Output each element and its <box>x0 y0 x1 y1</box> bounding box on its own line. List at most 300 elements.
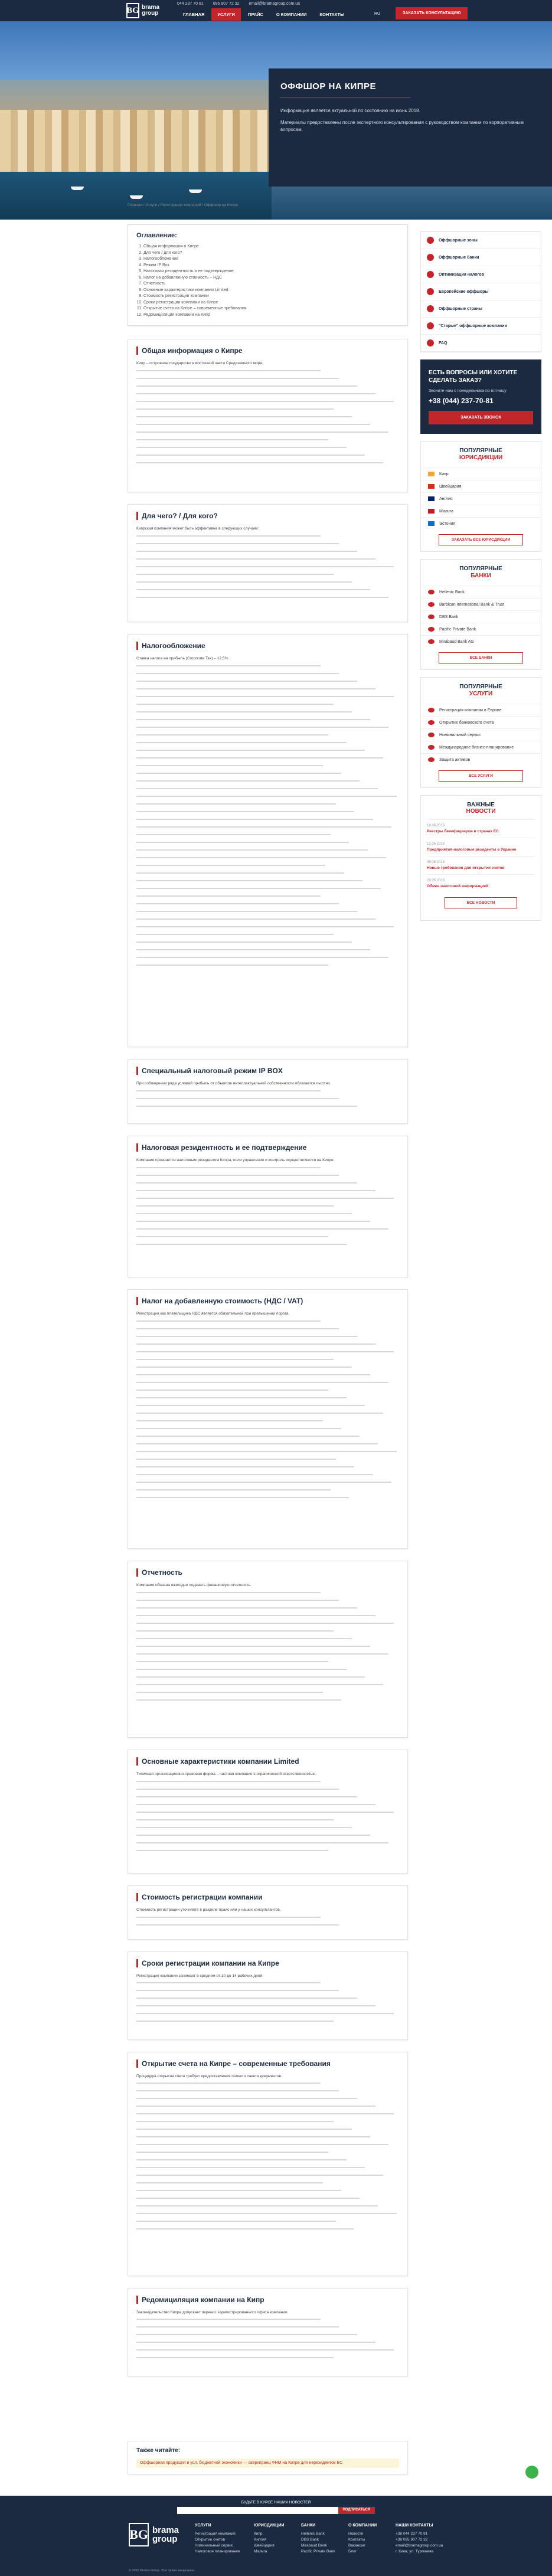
text-placeholder-lines <box>136 1228 388 1233</box>
banks-title-1: ПОПУЛЯРНЫЕ <box>459 565 502 572</box>
text-placeholder-lines <box>136 819 373 823</box>
bullet-icon <box>427 322 434 329</box>
all-jurisdictions-button[interactable]: ЗАКАЗАТЬ ВСЕ ЮРИСДИКЦИИ <box>439 534 523 545</box>
footer-link[interactable]: Англия <box>254 2538 267 2542</box>
newsletter-email-input[interactable] <box>177 2507 338 2514</box>
text-placeholder-lines <box>136 903 339 907</box>
text-placeholder-lines <box>136 773 341 777</box>
text-placeholder-lines <box>136 742 347 746</box>
language-switch[interactable]: RU <box>374 12 381 16</box>
text-placeholder-lines <box>136 1390 328 1394</box>
sidebar-list-label: Номинальный сервис <box>439 733 481 737</box>
call-box <box>420 359 541 434</box>
text-placeholder-lines <box>136 1482 391 1486</box>
sidebar-list-label: Регистрация компании в Европе <box>439 708 502 712</box>
bullet-icon <box>428 590 435 594</box>
popular-jurisdictions <box>420 441 541 552</box>
bullet-icon <box>427 339 434 346</box>
footer-column-title: БАНКИ <box>301 2523 316 2528</box>
text-placeholder-lines <box>136 1428 341 1432</box>
title-underline <box>280 97 410 98</box>
toc-item[interactable]: 6. Налог на добавленную стоимость – НДС <box>143 275 399 282</box>
text-placeholder-lines <box>136 872 344 877</box>
text-placeholder-lines <box>136 1623 394 1627</box>
sidebar-list-item[interactable] <box>421 468 541 480</box>
section-title: Открытие счета на Кипре – современные требования <box>136 2060 399 2068</box>
text-placeholder-lines <box>136 551 357 555</box>
text-placeholder-lines <box>136 780 360 784</box>
text-placeholder-lines <box>136 1781 321 1785</box>
footer-link[interactable]: Швейцария <box>254 2544 275 2548</box>
text-placeholder-lines <box>136 589 370 593</box>
text-placeholder-lines <box>136 370 321 374</box>
text-placeholder-lines <box>136 2159 347 2163</box>
article-section <box>128 2052 408 2276</box>
text-placeholder-lines <box>136 1653 388 1658</box>
sidebar-list-item[interactable] <box>421 623 541 635</box>
sidebar-link[interactable] <box>421 266 541 283</box>
text-placeholder-lines <box>136 1098 339 1102</box>
call-title: ЕСТЬ ВОПРОСЫ ИЛИ ХОТИТЕ СДЕЛАТЬ ЗАКАЗ? <box>429 370 518 384</box>
call-subtitle: Звоните нам с понедельника по пятницу <box>429 389 507 393</box>
footer-logo-mark: BG <box>129 2523 149 2546</box>
all-news-button[interactable]: ВСЕ НОВОСТИ <box>445 897 517 908</box>
text-placeholder-lines <box>136 1592 321 1596</box>
text-placeholder-lines <box>136 2198 360 2202</box>
banks-title-2: БАНКИ <box>471 573 491 579</box>
footer-link[interactable]: DBS Bank <box>301 2538 319 2542</box>
text-placeholder-lines <box>136 2098 357 2102</box>
order-call-button[interactable]: ЗАКАЗАТЬ ЗВОНОК <box>429 411 533 424</box>
section-intro: Стоимость регистрации уточняйте в разделе прайс или у наших консультантов. <box>136 1908 281 1912</box>
sidebar-link[interactable] <box>421 249 541 266</box>
important-news <box>420 795 541 921</box>
copyright: © 2018 Brama Group. Все права защищены. <box>129 2569 195 2572</box>
text-placeholder-lines <box>136 1198 394 1202</box>
sidebar-list-label: Mirabaud Bank AG <box>439 639 474 644</box>
text-placeholder-lines <box>136 393 375 397</box>
newsletter-form <box>177 2500 375 2514</box>
toc-item[interactable]: 4. Режим IP Box <box>143 263 399 269</box>
text-placeholder-lines <box>136 558 375 563</box>
footer-link[interactable]: Новости <box>348 2532 364 2536</box>
text-placeholder-lines <box>136 1451 397 1455</box>
section-title: Сроки регистрации компании на Кипре <box>136 1959 399 1967</box>
sidebar-list-label: Pacific Private Bank <box>439 627 476 632</box>
text-placeholder-lines <box>136 865 325 869</box>
text-placeholder-lines <box>136 1359 334 1363</box>
read-also-title: Также читайте: <box>136 2447 181 2454</box>
text-placeholder-lines <box>136 826 391 831</box>
toc-item[interactable]: 3. Налогообложение <box>143 256 399 263</box>
boat-shape <box>130 195 143 199</box>
sidebar-list-label: Открытие банковского счета <box>439 720 494 725</box>
news-item[interactable] <box>427 838 535 856</box>
footer-link[interactable]: Mirabaud Bank <box>301 2544 327 2548</box>
bullet-icon <box>428 708 435 712</box>
sidebar-list-item[interactable] <box>421 480 541 492</box>
sidebar-list-item[interactable] <box>421 635 541 648</box>
toc-item[interactable]: 9. Стоимость регистрации компании <box>143 293 399 300</box>
sidebar-list-item[interactable] <box>421 586 541 598</box>
text-placeholder-lines <box>136 788 378 792</box>
text-placeholder-lines <box>136 2182 323 2186</box>
footer-column-title: ЮРИСДИКЦИИ <box>254 2523 285 2528</box>
text-placeholder-lines <box>136 1990 339 1994</box>
sidebar-list-item[interactable] <box>421 716 541 728</box>
toc-item[interactable]: 7. Отчетность <box>143 281 399 287</box>
text-placeholder-lines <box>136 1374 370 1378</box>
footer-link[interactable]: email@bramagroup.com.ua <box>396 2544 443 2548</box>
site-logo[interactable]: BG brama group <box>126 3 159 18</box>
text-placeholder-lines <box>136 2152 328 2156</box>
text-placeholder-lines <box>136 696 394 700</box>
text-placeholder-lines <box>136 1615 375 1619</box>
article-section <box>128 504 408 622</box>
article-section <box>128 1561 408 1738</box>
text-placeholder-lines <box>136 895 321 900</box>
text-placeholder-lines <box>136 1661 328 1665</box>
bullet-icon <box>428 720 435 725</box>
sidebar-link[interactable] <box>421 318 541 335</box>
flag-icon <box>428 484 435 489</box>
sidebar-link-label: Оффшорные банки <box>439 255 479 260</box>
news-item[interactable] <box>427 874 535 893</box>
text-placeholder-lines <box>136 2319 321 2323</box>
text-placeholder-lines <box>136 2136 370 2140</box>
section-intro: Процедура открытия счета требует предоставления полного пакета документов. <box>136 2074 282 2078</box>
text-placeholder-lines <box>136 2213 397 2217</box>
chat-icon[interactable] <box>525 2466 538 2479</box>
nav-price[interactable]: ПРАЙС <box>247 12 263 17</box>
text-placeholder-lines <box>136 2175 383 2179</box>
text-placeholder-lines <box>136 1236 328 1240</box>
toc-item[interactable]: 1. Общая информация о Кипре <box>143 244 399 250</box>
text-placeholder-lines <box>136 2106 375 2110</box>
text-placeholder-lines <box>136 462 383 466</box>
footer-link[interactable]: Номинальный сервис <box>195 2544 234 2548</box>
flag-icon <box>428 472 435 476</box>
text-placeholder-lines <box>136 1382 388 1386</box>
text-placeholder-lines <box>136 1630 334 1634</box>
text-placeholder-lines <box>136 1213 352 1217</box>
text-placeholder-lines <box>136 727 388 731</box>
text-placeholder-lines <box>136 1244 347 1248</box>
footer-link[interactable]: Вакансии <box>348 2544 365 2548</box>
text-placeholder-lines <box>136 926 394 930</box>
section-title: Основные характеристики компании Limited <box>136 1757 399 1766</box>
newsletter-title: БУДЬТЕ В КУРСЕ НАШИХ НОВОСТЕЙ <box>241 2500 311 2505</box>
nav-home[interactable]: ГЛАВНАЯ <box>183 12 205 17</box>
text-placeholder-lines <box>136 1982 321 1986</box>
text-placeholder-lines <box>136 888 381 892</box>
news-title-2: НОВОСТИ <box>466 808 496 815</box>
text-placeholder-lines <box>136 688 375 692</box>
article-section <box>128 1059 408 1124</box>
toc-item[interactable]: 10. Сроки регистрации компании на Кипре <box>143 300 399 306</box>
footer-column <box>195 2523 240 2555</box>
text-placeholder-lines <box>136 949 370 953</box>
sidebar-list-item[interactable] <box>421 610 541 623</box>
toc-item[interactable]: 8. Основные характеристики компании Limited <box>143 287 399 294</box>
popular-banks <box>420 559 541 670</box>
text-placeholder-lines <box>136 1443 378 1447</box>
text-placeholder-lines <box>136 1328 339 1332</box>
sidebar-list-item[interactable] <box>421 517 541 529</box>
text-placeholder-lines <box>136 2221 336 2225</box>
sidebar-list-item[interactable] <box>421 728 541 741</box>
footer-link[interactable]: Налоговое планирование <box>195 2549 241 2554</box>
read-also-link[interactable]: Оффшорная продукция в усл. бюджетной экономики — сверхпринц ФНМ на Кипре для нерезидентов ЕС <box>136 2459 399 2468</box>
toc-item[interactable]: 5. Налоговая резидентность и ее подтверждение <box>143 269 399 275</box>
section-intro: Кипр – островное государство в восточной части Средиземного моря. <box>136 361 263 365</box>
article-section <box>128 339 408 492</box>
section-intro: Компания обязана ежегодно подавать финансовую отчетность. <box>136 1583 251 1587</box>
text-placeholder-lines <box>136 1320 321 1325</box>
text-placeholder-lines <box>136 1819 334 1823</box>
text-placeholder-lines <box>136 811 354 815</box>
toc-title: Оглавление: <box>136 232 177 239</box>
text-placeholder-lines <box>136 1699 341 1704</box>
section-title: Налоговая резидентность и ее подтверждение <box>136 1143 399 1152</box>
text-placeholder-lines <box>136 2228 354 2232</box>
text-placeholder-lines <box>136 719 370 723</box>
text-placeholder-lines <box>136 803 336 808</box>
footer-link[interactable]: Кипр <box>254 2532 263 2536</box>
text-placeholder-lines <box>136 1175 339 1179</box>
section-intro: Регистрация компании занимает в среднем от 10 до 14 рабочих дней. <box>136 1973 264 1978</box>
call-phone[interactable]: +38 (044) 237-70-81 <box>429 397 494 405</box>
news-item[interactable] <box>427 819 535 838</box>
text-placeholder-lines <box>136 1413 383 1417</box>
footer-link[interactable]: Мальта <box>254 2549 267 2554</box>
logo-mark: BG <box>126 3 139 18</box>
sidebar-link[interactable] <box>421 283 541 300</box>
nav-contacts[interactable]: КОНТАКТЫ <box>319 12 345 17</box>
sidebar-list-item[interactable] <box>421 598 541 610</box>
text-placeholder-lines <box>136 918 375 923</box>
services-title-1: ПОПУЛЯРНЫЕ <box>459 684 502 690</box>
top-contact-bar <box>177 0 452 7</box>
bullet-icon <box>428 733 435 737</box>
footer-link[interactable]: Открытие счетов <box>195 2538 226 2542</box>
news-title-1: ВАЖНЫЕ <box>467 802 495 808</box>
text-placeholder-lines <box>136 750 365 754</box>
hero-description: Материалы предоставлены после экспертного консультирования с руководством компании по корпоративным вопросам. <box>280 120 524 132</box>
text-placeholder-lines <box>136 1190 375 1194</box>
news-date: 12.06.2018 <box>427 842 445 846</box>
sidebar-links <box>420 231 541 352</box>
text-placeholder-lines <box>136 1343 375 1348</box>
text-placeholder-lines <box>136 535 321 540</box>
sidebar-list-item[interactable] <box>421 753 541 766</box>
order-consultation-button[interactable]: ЗАКАЗАТЬ КОНСУЛЬТАЦИЮ <box>396 7 468 19</box>
sidebar-link[interactable] <box>421 335 541 352</box>
news-date: 18.06.2018 <box>427 824 445 828</box>
read-also-box <box>128 2441 408 2474</box>
text-placeholder-lines <box>136 1436 360 1440</box>
sidebar-link-label: Европейские оффшоры <box>439 289 489 294</box>
flag-icon <box>428 521 435 526</box>
footer-logo[interactable]: BG brama group <box>129 2523 179 2546</box>
hero-town <box>0 110 272 175</box>
site-header <box>0 0 552 21</box>
text-placeholder-lines <box>136 1420 323 1424</box>
toc-item[interactable]: 11. Открытие счета на Кипре – современные требования <box>143 306 399 312</box>
boat-shape <box>71 187 84 190</box>
all-services-button[interactable]: ВСЕ УСЛУГИ <box>439 770 523 782</box>
text-placeholder-lines <box>136 2205 378 2209</box>
sidebar-link-label: FAQ <box>439 341 448 345</box>
text-placeholder-lines <box>136 1917 321 1921</box>
section-title: Специальный налоговый режим IP BOX <box>136 1067 399 1075</box>
section-title: Общая информация о Кипре <box>136 346 399 355</box>
sidebar <box>420 231 541 928</box>
text-placeholder-lines <box>136 1692 323 1696</box>
footer-link[interactable]: Pacific Private Bank <box>301 2549 335 2554</box>
article-section <box>128 2288 408 2376</box>
text-placeholder-lines <box>136 416 352 420</box>
news-text: Обмен налоговой информацией <box>427 884 489 888</box>
footer-link[interactable]: Hellenic Bank <box>301 2532 325 2536</box>
phone-1[interactable]: 044 237 70 81 <box>177 1 204 6</box>
text-placeholder-lines <box>136 2190 341 2194</box>
text-placeholder-lines <box>136 408 334 413</box>
footer-link[interactable]: +38 095 907 72 32 <box>396 2538 428 2542</box>
main-nav <box>177 8 350 21</box>
bullet-icon <box>428 602 435 607</box>
text-placeholder-lines <box>136 2121 334 2125</box>
text-placeholder-lines <box>136 1835 370 1839</box>
popular-services <box>420 677 541 788</box>
sidebar-list-item[interactable] <box>421 704 541 716</box>
toc-item[interactable]: 12. Редомициляция компании на Кипр <box>143 312 399 319</box>
article-section <box>128 1951 408 2040</box>
article-section <box>128 1885 408 1940</box>
jur-title-1: ПОПУЛЯРНЫЕ <box>459 447 502 454</box>
footer-column <box>348 2523 377 2555</box>
sidebar-list-item[interactable] <box>421 505 541 517</box>
article-section <box>128 1289 408 1549</box>
toc-list <box>136 244 399 318</box>
site-footer <box>0 2496 552 2576</box>
news-item[interactable] <box>427 856 535 874</box>
text-placeholder-lines <box>136 1497 349 1501</box>
section-title: Редомициляция компании на Кипр <box>136 2296 399 2304</box>
text-placeholder-lines <box>136 2357 334 2361</box>
text-placeholder-lines <box>136 2005 375 2009</box>
footer-column <box>254 2523 284 2555</box>
text-placeholder-lines <box>136 1600 339 1604</box>
news-text: Реестры бенефициаров в странах ЕС <box>427 829 499 833</box>
breadcrumb[interactable]: Главная / Услуги / Регистрация компаний / Оффшор на Кипре <box>128 203 238 207</box>
section-intro: При соблюдении ряда условий прибыль от объектов интеллектуальной собственности облагается льготно. <box>136 1081 331 1086</box>
all-banks-button[interactable]: ВСЕ БАНКИ <box>439 652 523 663</box>
sidebar-list-label: Кипр <box>439 472 449 476</box>
article-section <box>128 1136 408 1277</box>
bullet-icon <box>428 745 435 750</box>
text-placeholder-lines <box>136 911 357 915</box>
toc-item[interactable]: 2. Для чего / для кого? <box>143 250 399 257</box>
text-placeholder-lines <box>136 2144 388 2148</box>
phone-2[interactable]: 095 907 72 32 <box>213 1 240 6</box>
sidebar-list-label: Международное бизнес-планирование <box>439 745 514 750</box>
page-title: ОФФШОР НА КИПРЕ <box>280 81 377 91</box>
text-placeholder-lines <box>136 665 321 669</box>
text-placeholder-lines <box>136 1336 357 1340</box>
subscribe-button[interactable]: ПОДПИСАТЬСЯ <box>338 2507 375 2514</box>
text-placeholder-lines <box>136 1106 357 1110</box>
footer-link[interactable]: +38 044 237 70 81 <box>396 2532 428 2536</box>
text-placeholder-lines <box>136 439 328 443</box>
hero-panel <box>269 68 552 187</box>
news-text: Предприятия-налоговые резиденты в Украине <box>427 848 517 852</box>
footer-link[interactable]: Контакты <box>348 2538 365 2542</box>
text-placeholder-lines <box>136 842 349 846</box>
sidebar-link-label: Оффшорные зоны <box>439 238 478 243</box>
sidebar-link-label: Оптимизация налогов <box>439 272 484 277</box>
text-placeholder-lines <box>136 401 394 405</box>
text-placeholder-lines <box>136 543 339 547</box>
text-placeholder-lines <box>136 1090 321 1094</box>
section-intro: Регистрация как плательщика НДС является обязательной при превышении порога. <box>136 1312 290 1316</box>
news-text: Новые требования для открытия счетов <box>427 866 505 870</box>
main-content <box>128 224 408 2388</box>
footer-link[interactable]: г. Киев, ул. Тургенева <box>396 2549 434 2554</box>
text-placeholder-lines <box>136 424 370 428</box>
text-placeholder-lines <box>136 447 347 451</box>
text-placeholder-lines <box>136 1221 370 1225</box>
sidebar-list-label: DBS Bank <box>439 614 459 619</box>
text-placeholder-lines <box>136 2349 394 2353</box>
footer-column <box>301 2523 335 2555</box>
text-placeholder-lines <box>136 857 386 861</box>
section-title: Отчетность <box>136 1568 399 1577</box>
text-placeholder-lines <box>136 1684 383 1688</box>
text-placeholder-lines <box>136 1676 365 1681</box>
sidebar-list-label: Защита активов <box>439 757 471 762</box>
section-title: Налог на добавленную стоимость (НДС / VAT) <box>136 1297 399 1305</box>
text-placeholder-lines <box>136 1397 347 1401</box>
bullet-icon <box>428 757 435 762</box>
text-placeholder-lines <box>136 2167 365 2171</box>
sidebar-list-label: Швейцария <box>439 484 462 489</box>
text-placeholder-lines <box>136 1789 339 1793</box>
nav-about[interactable]: О КОМПАНИИ <box>276 12 307 17</box>
text-placeholder-lines <box>136 1842 388 1846</box>
sidebar-link[interactable] <box>421 300 541 318</box>
nav-services[interactable]: УСЛУГИ <box>211 8 240 21</box>
text-placeholder-lines <box>136 796 397 800</box>
text-placeholder-lines <box>136 942 352 946</box>
sidebar-list-item[interactable] <box>421 492 541 505</box>
footer-link[interactable]: Регистрация компаний <box>195 2532 236 2536</box>
jur-title-2: ЮРИСДИКЦИИ <box>459 455 503 461</box>
footer-link[interactable]: Блог <box>348 2549 357 2554</box>
sidebar-list-item[interactable] <box>421 741 541 753</box>
email-link[interactable]: email@bramagroup.com.ua <box>249 1 301 6</box>
sidebar-link[interactable] <box>421 232 541 249</box>
text-placeholder-lines <box>136 1796 357 1800</box>
sidebar-list-label: Hellenic Bank <box>439 590 465 594</box>
text-placeholder-lines <box>136 1812 394 1816</box>
text-placeholder-lines <box>136 849 368 854</box>
text-placeholder-lines <box>136 385 357 390</box>
text-placeholder-lines <box>136 2113 394 2117</box>
bullet-icon <box>427 288 434 295</box>
sidebar-list-label: Эстония <box>439 521 456 526</box>
bullet-icon <box>428 639 435 644</box>
